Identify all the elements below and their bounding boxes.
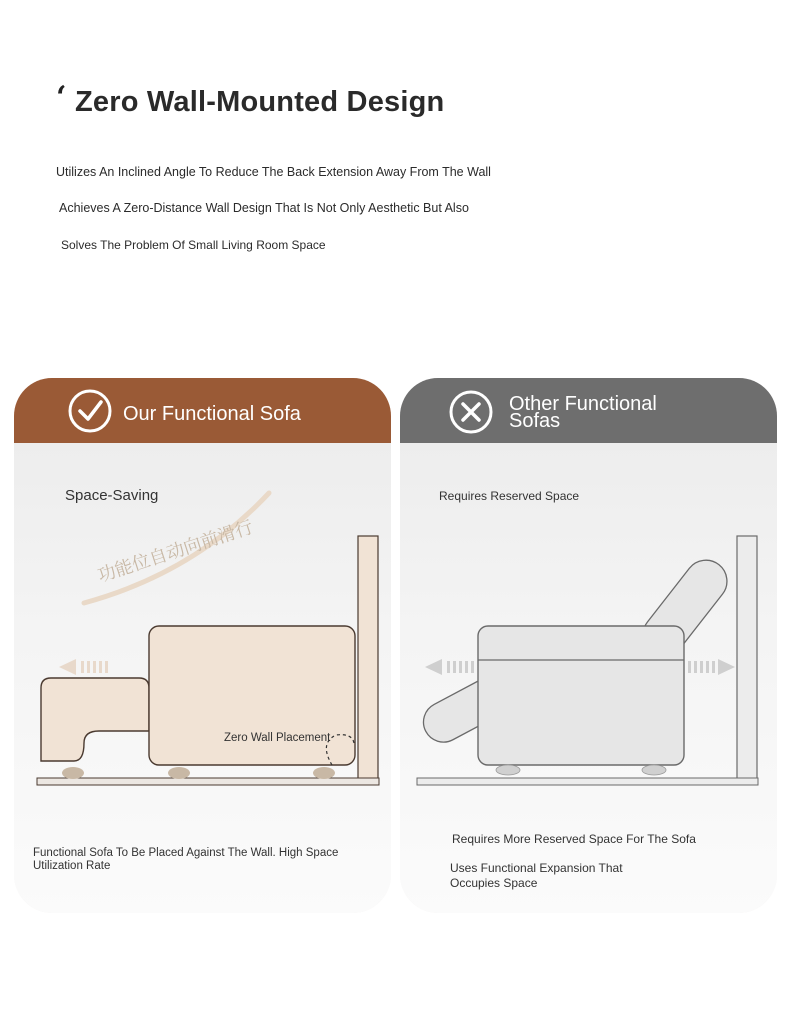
space-saving-label: Space-Saving: [65, 487, 159, 504]
our-sofa-heading: Our Functional Sofa: [123, 403, 301, 425]
floor: [417, 778, 758, 785]
page-title: Zero Wall-Mounted Design: [75, 86, 445, 118]
sofa-leg: [168, 767, 190, 779]
sofa-leg: [642, 765, 666, 775]
other-sofa-card: [400, 378, 777, 913]
sofa-leg: [496, 765, 520, 775]
left-arrow-icon: [425, 659, 474, 675]
our-sofa-card: [14, 378, 391, 913]
sofa-leg: [62, 767, 84, 779]
floor: [37, 778, 379, 785]
wall: [358, 536, 378, 783]
sofa-body: [149, 626, 355, 765]
other-sofa-footer-line-2: Uses Functional Expansion That Occupies Space: [450, 861, 623, 890]
other-sofa-footer-line-1: Requires More Reserved Space For The Sofa: [452, 832, 696, 846]
our-sofa-diagram: [14, 443, 391, 913]
quote-mark-icon: ‘: [56, 80, 67, 115]
curved-caption: 功能位自动向前滑行: [95, 516, 256, 586]
wall: [737, 536, 757, 783]
other-sofa-card-header: [400, 378, 777, 443]
x-circle-icon: [448, 389, 494, 435]
zero-wall-placement-label: Zero Wall Placement: [224, 732, 331, 744]
sofa-leg: [313, 767, 335, 779]
description-line-2: Achieves A Zero-Distance Wall Design That Is Not Only Aesthetic But Also: [59, 201, 469, 215]
left-arrow-icon: [59, 659, 108, 675]
other-sofa-heading-line-1: Other Functional: [509, 393, 657, 415]
our-sofa-card-body: [14, 443, 391, 913]
our-sofa-card-header: [14, 378, 391, 443]
check-circle-icon: [67, 388, 113, 434]
right-arrow-icon: [688, 659, 735, 675]
our-sofa-footer: Functional Sofa To Be Placed Against The Wall. High Space Utilization Rate: [33, 847, 339, 872]
requires-reserved-space-label: Requires Reserved Space: [439, 489, 580, 503]
other-sofa-heading-line-2: Sofas: [509, 410, 561, 432]
description-line-3: Solves The Problem Of Small Living Room Space: [61, 238, 326, 252]
sofa-body: [478, 626, 684, 765]
description-line-1: Utilizes An Inclined Angle To Reduce The Back Extension Away From The Wall: [56, 165, 491, 179]
footrest: [41, 678, 149, 761]
other-sofa-card-body: [400, 443, 777, 913]
